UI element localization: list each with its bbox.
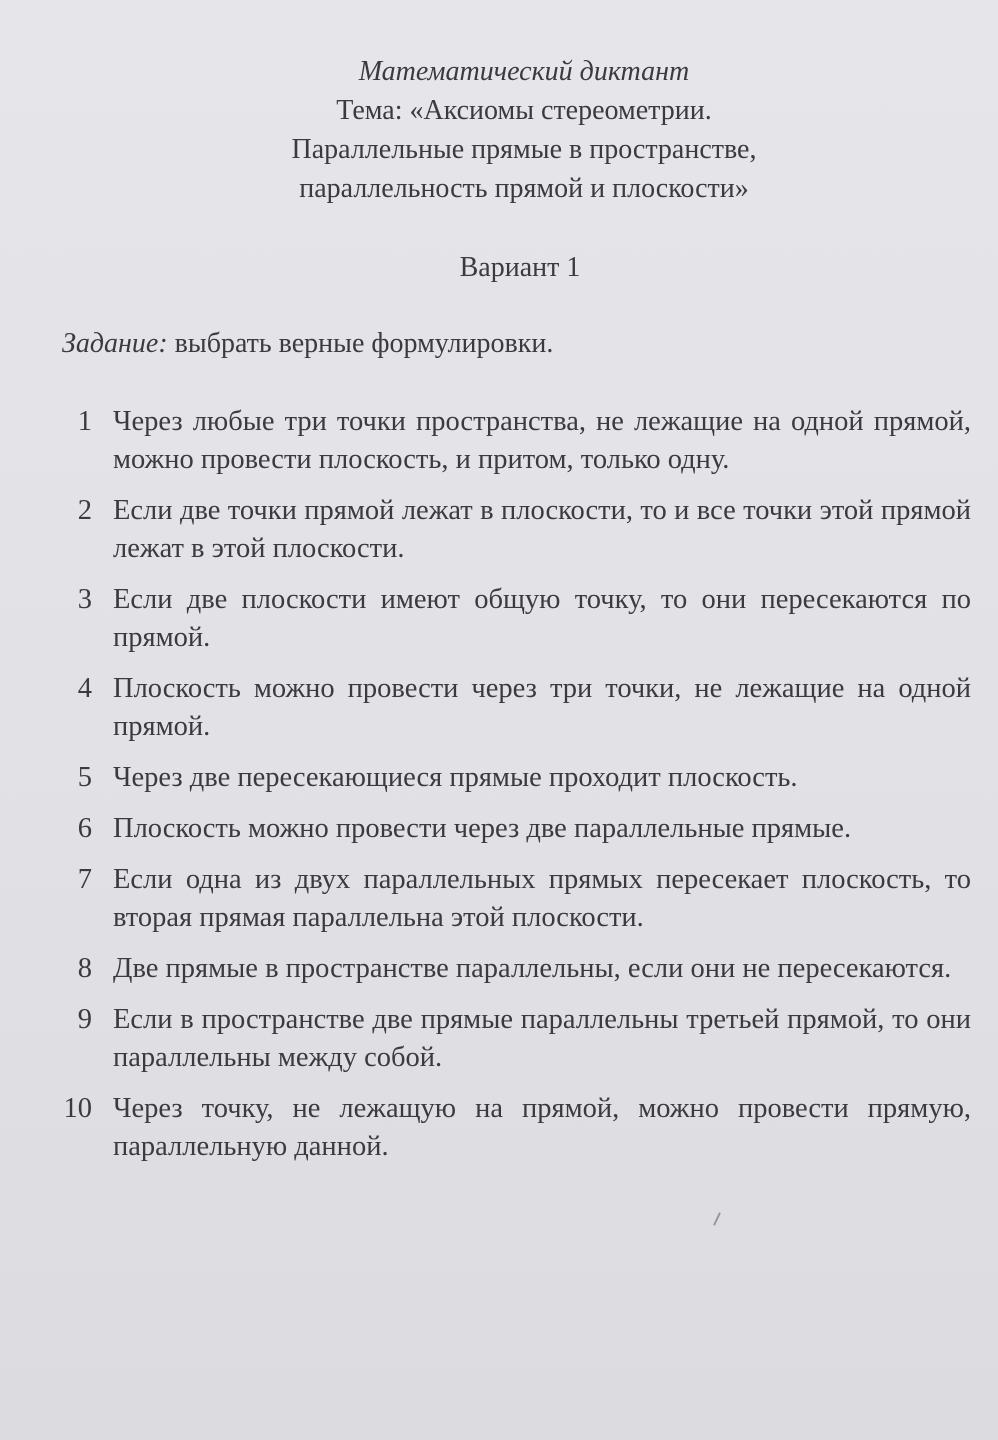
- variant-title: Вариант 1: [459, 252, 581, 283]
- statement-item: [56, 861, 971, 937]
- statement-text: Если две точки прямой лежат в плоскости, то и все точки этой прямой лежат в этой плоскости.: [113, 495, 971, 564]
- statement-text: Если в пространстве две прямые параллельны третьей прямой, то они параллельны между собой.: [113, 1004, 971, 1073]
- statement-number: 1: [77, 406, 92, 437]
- statement-text: Две прямые в пространстве параллельны, если они не пересекаются.: [113, 953, 952, 984]
- statement-number: 4: [77, 673, 92, 704]
- statement-number: 10: [63, 1093, 92, 1124]
- statement-text: Через любые три точки пространства, не лежащие на одной прямой, можно провести плоскость, и притом, только одну.: [113, 406, 971, 475]
- statement-text: Если две плоскости имеют общую точку, то они пересекаются по прямой.: [113, 584, 971, 653]
- document-header: [0, 52, 998, 208]
- statement-item: [56, 759, 971, 797]
- task-instruction: [62, 326, 553, 362]
- statement-text: Плоскость можно провести через три точки, не лежащие на одной прямой.: [113, 673, 971, 742]
- statement-item: [56, 1001, 971, 1077]
- statement-number: 6: [77, 813, 92, 844]
- statement-item: [56, 1090, 971, 1166]
- statement-item: [56, 403, 971, 479]
- statement-text: Через точку, не лежащую на прямой, можно провести прямую, параллельную данной.: [113, 1093, 971, 1162]
- subject-title: Математический диктант: [358, 56, 690, 87]
- statement-list: [56, 403, 971, 1179]
- topic-line-1: Тема: «Аксиомы стереометрии.: [336, 95, 712, 126]
- statement-text: Если одна из двух параллельных прямых пересекает плоскость, то вторая прямая параллельна этой плоскости.: [113, 864, 971, 933]
- task-label: Задание:: [62, 328, 168, 359]
- task-text: выбрать верные формулировки.: [174, 328, 554, 359]
- statement-number: 9: [77, 1004, 92, 1035]
- statement-text: Через две пересекающиеся прямые проходит плоскость.: [113, 762, 798, 793]
- topic-line-2: Параллельные прямые в пространстве,: [291, 134, 757, 165]
- statement-number: 2: [77, 495, 92, 526]
- statement-item: [56, 670, 971, 746]
- statement-text: Плоскость можно провести через две параллельные прямые.: [113, 813, 852, 844]
- topic-line-3: параллельность прямой и плоскости»: [299, 173, 749, 204]
- pencil-mark: [713, 1212, 721, 1226]
- statement-item: [56, 950, 971, 988]
- statement-item: [56, 810, 971, 848]
- statement-number: 5: [77, 762, 92, 793]
- statement-item: [56, 581, 971, 657]
- statement-item: [56, 492, 971, 568]
- statement-number: 8: [77, 953, 92, 984]
- statement-number: 3: [77, 584, 92, 615]
- statement-number: 7: [77, 864, 92, 895]
